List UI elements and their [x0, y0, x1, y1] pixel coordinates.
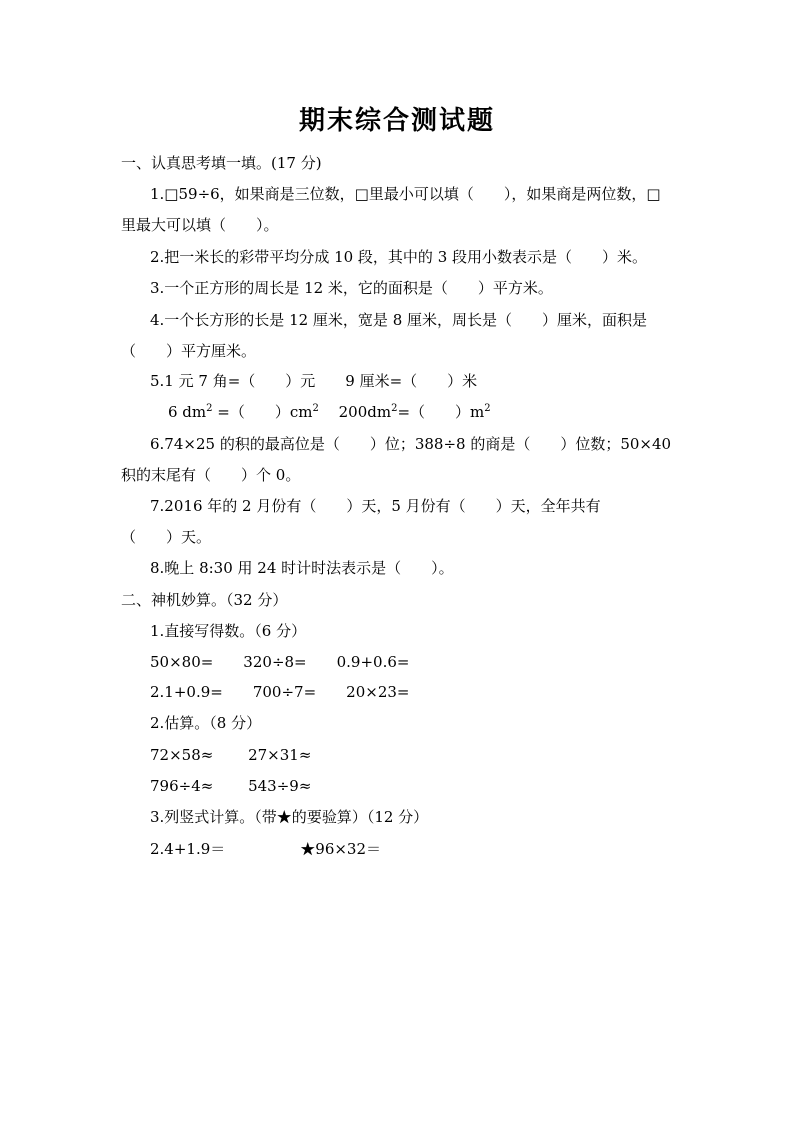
- part-3-heading: 3.列竖式计算。（带★的要验算）（12 分）: [150, 808, 429, 826]
- question-6-line-1: 6.74×25 的积的最高位是（ ）位；388÷8 的商是（ ）位数；50×40: [150, 435, 672, 453]
- part-2-row-2: 796÷4≈ 543÷9≈: [150, 777, 312, 795]
- part-1-heading: 1.直接写得数。（6 分）: [150, 622, 307, 640]
- question-7-line-1: 7.2016 年的 2 月份有（ ）天，5 月份有（ ）天，全年共有: [150, 497, 601, 515]
- part-2-row-1: 72×58≈ 27×31≈: [150, 746, 312, 764]
- question-1-line-2: 里最大可以填（ ）。: [121, 216, 279, 234]
- part-1-row-2: 2.1+0.9= 700÷7= 20×23=: [150, 683, 410, 701]
- section-1-heading: 一、认真思考填一填。(17 分): [121, 154, 322, 172]
- question-6-line-2: 积的末尾有（ ）个 0。: [121, 466, 301, 484]
- section-2-heading: 二、神机妙算。（32 分）: [121, 591, 288, 609]
- part-3-row-1: 2.4+1.9＝ ★96×32＝: [150, 840, 382, 858]
- question-8: 8.晚上 8:30 用 24 时计时法表示是（ ）。: [150, 559, 454, 577]
- part-1-row-1: 50×80= 320÷8= 0.9+0.6=: [150, 653, 410, 671]
- question-2: 2.把一米长的彩带平均分成 10 段，其中的 3 段用小数表示是（ ）米。: [150, 248, 648, 266]
- page-title: 期末综合测试题: [298, 106, 495, 136]
- question-4-line-1: 4.一个长方形的长是 12 厘米，宽是 8 厘米，周长是（ ）厘米，面积是: [150, 311, 648, 329]
- question-5-line-2: 6 $dm^2$ =（ ）$cm^2$ $200dm^2=$（ ）$m^2$: [168, 403, 491, 421]
- question-1-line-1: 1.□59÷6，如果商是三位数，□里最小可以填（ ），如果商是两位数，□: [150, 185, 661, 203]
- question-4-line-2: （ ）平方厘米。: [121, 342, 257, 360]
- question-3: 3.一个正方形的周长是 12 米，它的面积是（ ）平方米。: [150, 279, 553, 297]
- question-5-line-1: 5.1 元 7 角=（ ）元 9 厘米=（ ）米: [150, 372, 478, 390]
- part-2-heading: 2.估算。（8 分）: [150, 714, 262, 732]
- question-7-line-2: （ ）天。: [121, 528, 212, 546]
